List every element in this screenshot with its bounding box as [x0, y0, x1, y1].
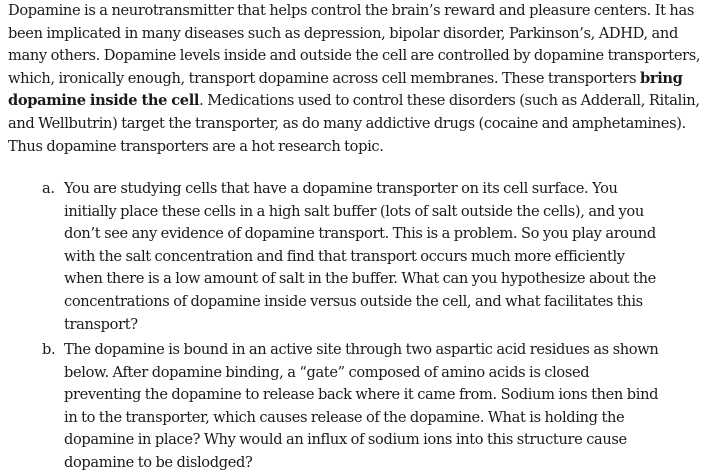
question-b-text: The dopamine is bound in an active site through two aspartic acid residues as shown below. After dopamine binding, a “gate” composed of amino acids is closed preventing the dopamine to release back where it came from. Sodium ions then bind in to the transporter, which causes release of the dopamine. What is holding the dopamine in place? Why would an influx of sodium ions into this structure cause dopamine to be dislodged? — [64, 341, 659, 471]
intro-bold-phrase: bring dopamine inside the cell — [8, 69, 683, 110]
question-a-text: You are studying cells that have a dopamine transporter on its cell surface. You initially place these cells in a high salt buffer (lots of salt outside the cells), and you don’t see any evidence of dopamine transport. This is a problem. So you play around with the salt concentration and find that transport occurs much more efficiently when there is a low amount of salt in the buffer. What can you hypothesize about the concentrations of dopamine inside versus outside the cell, and what facilitates this transport? — [64, 180, 656, 333]
intro-paragraph — [8, 0, 704, 158]
question-a — [42, 178, 664, 336]
question-b — [42, 339, 664, 475]
question-b-marker: b. — [42, 341, 56, 358]
intro-text-start: Dopamine is a neurotransmitter that helps control the brain’s reward and pleasure centers. It has been implicated in many diseases such as depression, bipolar disorder, Parkinson’s, ADHD, and many others. Dopamine levels inside and outside the cell are controlled by dopamine transporters, which, ironically enough, transport dopamine across cell membranes. These transporters — [8, 2, 701, 87]
document — [8, 0, 704, 158]
question-a-marker: a. — [42, 180, 55, 197]
intro-text-end: . Medications used to control these disorders (such as Adderall, Ritalin, and Wellbutrin) target the transporter, as do many addictive drugs (cocaine and amphetamines). Thus dopamine transporters are a hot research topic. — [8, 92, 700, 155]
